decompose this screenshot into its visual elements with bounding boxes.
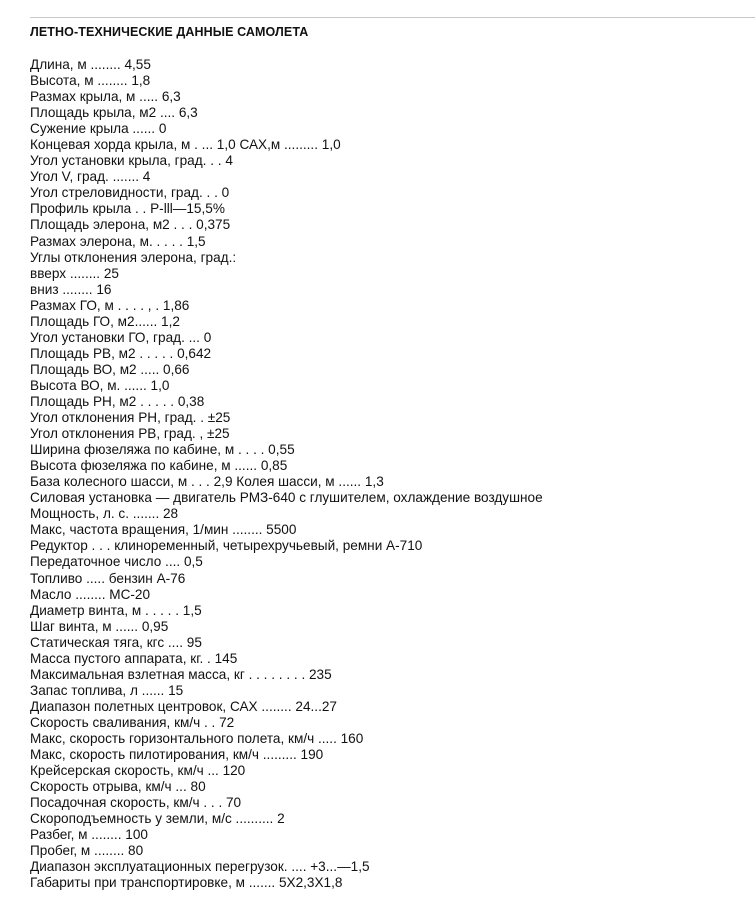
spec-line: Габариты при транспортировке, м ....... 5X2,3X1,8: [30, 875, 343, 891]
spec-line: Передаточное число .... 0,5: [30, 554, 203, 570]
spec-line: Диапазон полетных центровок, САХ ........ 24...27: [30, 698, 337, 714]
spec-line: Угол установки крыла, град. . . 4: [30, 153, 233, 169]
spec-line: Угол установки ГО, град. ... 0: [30, 329, 212, 345]
spec-line: Масло ........ МС-20: [30, 586, 151, 602]
spec-line: Топливо ..... бензин А-76: [30, 570, 186, 586]
spec-line: Высота ВО, м. ...... 1,0: [30, 377, 170, 393]
spec-line: Угол стреловидности, град. . . 0: [30, 185, 230, 201]
spec-line: Размах элерона, м. . . . . 1,5: [30, 233, 206, 249]
spec-line: Пробег, м ........ 80: [30, 843, 144, 859]
spec-line: Углы отклонения элерона, град.:: [30, 249, 237, 265]
spec-line: Высота, м ........ 1,8: [30, 73, 151, 89]
spec-line: Шаг винта, м ...... 0,95: [30, 618, 169, 634]
spec-line: Посадочная скорость, км/ч . . . 70: [30, 795, 242, 811]
spec-line: Макс, частота вращения, 1/мин ........ 5500: [30, 522, 297, 538]
spec-line: Скорость отрыва, км/ч ... 80: [30, 779, 206, 795]
spec-line: Площадь крыла, м2 .... 6,3: [30, 105, 198, 121]
spec-line: Угол отклонения РВ, град. , ±25: [30, 426, 230, 442]
spec-line: Сужение крыла ...... 0: [30, 121, 167, 137]
spec-line: Площадь РН, м2 . . . . . 0,38: [30, 393, 205, 409]
spec-line: Силовая установка — двигатель РМЗ-640 с глушителем, охлаждение воздушное: [30, 490, 543, 506]
spec-line: Угол отклонения РН, град. . ±25: [30, 410, 231, 426]
spec-line: Запас топлива, л ...... 15: [30, 682, 184, 698]
spec-line: Угол V, град. ....... 4: [30, 169, 151, 185]
top-divider: [30, 17, 755, 18]
spec-line: Площадь ГО, м2...... 1,2: [30, 313, 180, 329]
spec-line: вниз ........ 16: [30, 281, 112, 297]
spec-line: Длина, м ........ 4,55: [30, 57, 151, 72]
spec-line: Скорость сваливания, км/ч . . 72: [30, 714, 235, 730]
spec-line: База колесного шасси, м . . . 2,9 Колея шасси, м ...... 1,3: [30, 474, 384, 490]
spec-line: Макс, скорость пилотирования, км/ч ......... 190: [30, 747, 324, 763]
spec-line: Мощность, л. с. ....... 28: [30, 506, 179, 522]
spec-line: Максимальная взлетная масса, кг . . . . . . . . 235: [30, 666, 332, 682]
spec-line: Площадь РВ, м2 . . . . . 0,642: [30, 345, 212, 361]
spec-line: вверх ........ 25: [30, 265, 119, 281]
spec-line: Разбег, м ........ 100: [30, 827, 148, 843]
spec-line: Площадь элерона, м2 . . . 0,375: [30, 217, 231, 233]
spec-line: Высота фюзеляжа по кабине, м ...... 0,85: [30, 458, 288, 474]
spec-line: Размах ГО, м . . . . , . 1,86: [30, 297, 190, 313]
spec-line: Размах крыла, м ..... 6,3: [30, 89, 181, 105]
spec-line: Концевая хорда крыла, м . ... 1,0 САХ,м ......... 1,0: [30, 137, 341, 153]
spec-line: Диаметр винта, м . . . . . 1,5: [30, 602, 202, 618]
spec-line: Редуктор . . . клиноременный, четырехручьевый, ремни А-710: [30, 538, 423, 554]
spec-line: Профиль крыла . . P-lll—15,5%: [30, 201, 225, 217]
spec-line: Макс, скорость горизонтального полета, км/ч ..... 160: [30, 730, 364, 746]
spec-line: Статическая тяга, кгс .... 95: [30, 634, 202, 650]
spec-line: Площадь ВО, м2 ..... 0,66: [30, 361, 190, 377]
spec-line: Диапазон эксплуатационных перегрузок. .... +3...—1,5: [30, 859, 370, 875]
spec-line: Скороподъемность у земли, м/с .......... 2: [30, 811, 285, 827]
spec-line: Масса пустого аппарата, кг. . 145: [30, 650, 238, 666]
spec-line: Ширина фюзеляжа по кабине, м . . . . 0,55: [30, 442, 295, 458]
spec-list: [30, 57, 543, 891]
document-title: ЛЕТНО-ТЕХНИЧЕСКИЕ ДАННЫЕ САМОЛЕТА: [30, 25, 309, 39]
spec-line: Крейсерская скорость, км/ч ... 120: [30, 763, 246, 779]
